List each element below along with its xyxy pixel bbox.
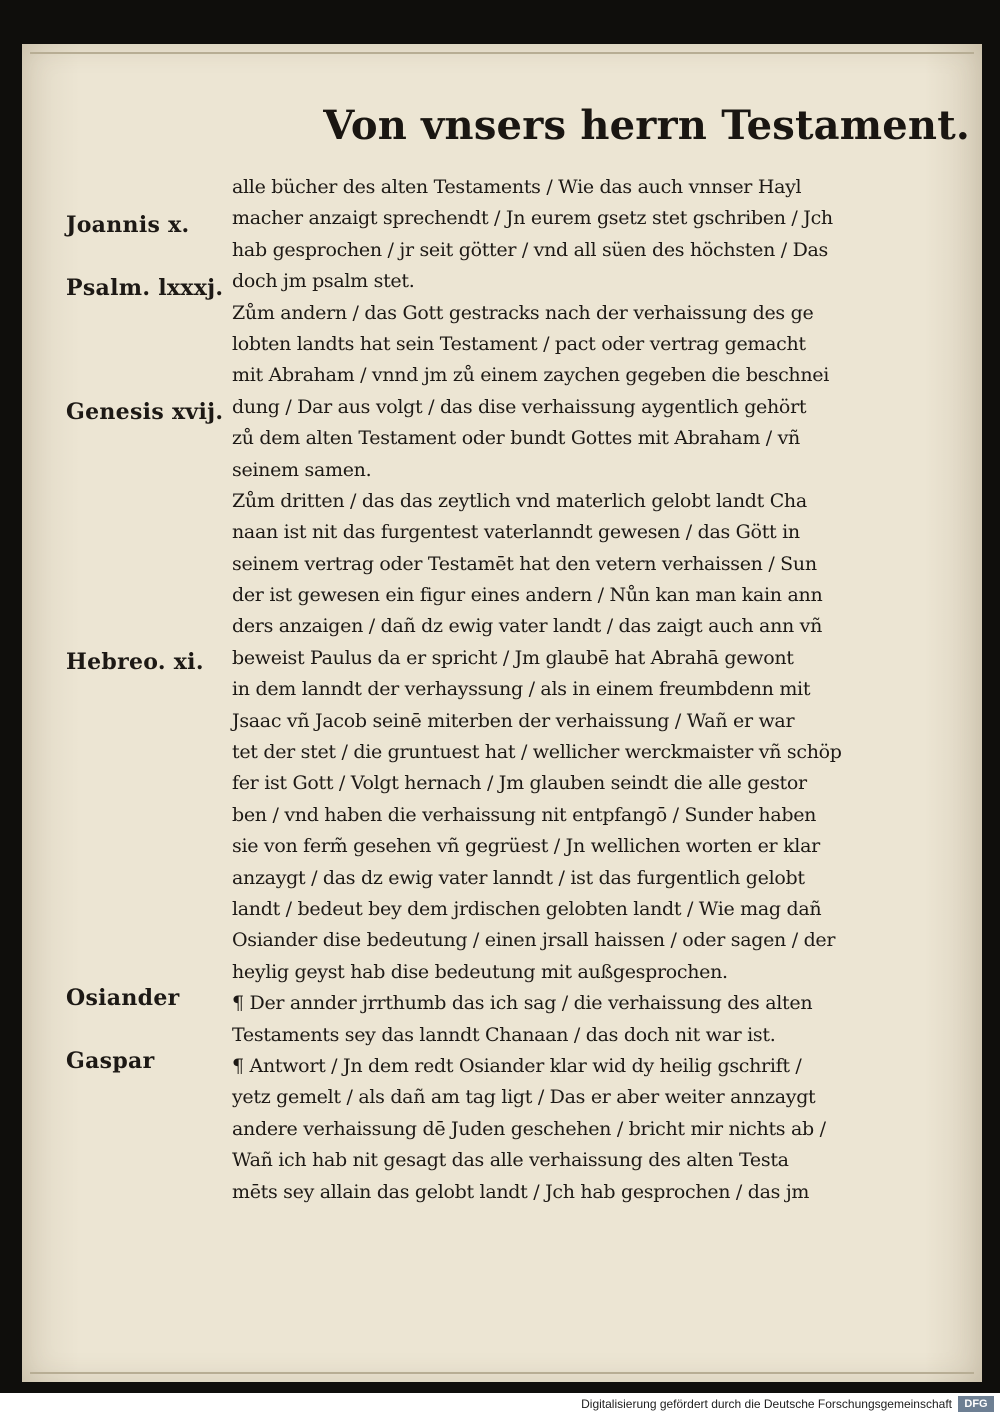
text-line: fer ist Gott / Volgt hernach / Jm glauben seindt die alle gestor [232,772,807,795]
page-heading: Von vnsers herrn Testament. [323,102,970,149]
text-line: Jsaac vñ Jacob seinē miterben der verhaissung / Wañ er war [232,709,795,732]
text-line: ders anzaigen / dañ dz ewig vater landt / das zaigt auch ann vñ [232,615,823,638]
text-line: anzaygt / das dz ewig vater lanndt / ist das furgentlich gelobt [232,866,805,889]
text-line: ben / vnd haben die verhaissung nit entpfangō / Sunder haben [232,803,817,826]
book-page [22,44,982,1382]
text-line: beweist Paulus da er spricht / Jm glaubē hat Abrahā gewont [232,646,794,669]
margin-note-osiander: Osiander [66,985,180,1011]
text-line: andere verhaissung dē Juden geschehen / bricht mir nichts ab / [232,1117,826,1140]
page-top-edge [30,52,974,54]
text-line: Zům dritten / das das zeytlich vnd materlich gelobt landt Cha [232,489,807,512]
text-line: zů dem alten Testament oder bundt Gottes mit Abraham / vñ [232,427,800,450]
margin-note-joannis: Joannis x. [66,212,190,238]
margin-note-psalm: Psalm. lxxxj. [66,275,224,301]
text-line: Wañ ich hab nit gesagt das alle verhaissung des alten Testa [232,1149,789,1172]
text-line: yetz gemelt / als dañ am tag ligt / Das er aber weiter annzaygt [232,1086,816,1109]
text-line: macher anzaigt sprechendt / Jn eurem gsetz stet gschriben / Jch [232,207,833,230]
body-text [232,172,984,1208]
text-line: Osiander dise bedeutung / einen jrsall haissen / oder sagen / der [232,929,836,952]
text-line: der ist gewesen ein figur eines andern / Nůn kan man kain ann [232,584,823,607]
text-line: lobten landts hat sein Testament / pact oder vertrag gemacht [232,332,806,355]
text-line: hab gesprochen / jr seit götter / vnd all süen des höchsten / Das [232,238,828,261]
text-line: naan ist nit das furgentest vaterlanndt gewesen / das Gött in [232,521,800,544]
margin-note-gaspar: Gaspar [66,1048,155,1074]
text-line: heylig geyst hab dise bedeutung mit außgesprochen. [232,960,728,983]
margin-note-hebreo: Hebreo. xi. [66,649,204,675]
dfg-logo: DFG [958,1396,994,1412]
text-line: ¶ Antwort / Jn dem redt Osiander klar wid dy heilig gschrift / [232,1054,802,1077]
text-line: dung / Dar aus volgt / das dise verhaissung aygentlich gehört [232,395,807,418]
text-line: doch jm psalm stet. [232,270,415,293]
footer-bar [0,1393,1000,1417]
page-bottom-edge [30,1372,974,1374]
text-line: seinem vertrag oder Testamēt hat den vetern verhaissen / Sun [232,552,817,575]
text-line: ¶ Der annder jrrthumb das ich sag / die verhaissung des alten [232,992,813,1015]
text-line: Zům andern / das Gott gestracks nach der verhaissung des ge [232,301,814,324]
text-line: in dem lanndt der verhayssung / als in einem freumbdenn mit [232,678,811,701]
margin-note-genesis: Genesis xvij. [66,399,224,425]
text-line: mēts sey allain das gelobt landt / Jch hab gesprochen / das jm [232,1180,810,1203]
text-line: tet der stet / die gruntuest hat / wellicher werckmaister vñ schöp [232,741,842,764]
text-line: landt / bedeut bey dem jrdischen gelobten landt / Wie mag dañ [232,897,822,920]
text-line: sie von ferm̃ gesehen vñ gegrüest / Jn wellichen worten er klar [232,835,820,858]
text-line: seinem samen. [232,458,372,481]
text-line: Testaments sey das lanndt Chanaan / das doch nit war ist. [232,1023,776,1046]
text-line: mit Abraham / vnnd jm zů einem zaychen gegeben die beschnei [232,364,830,387]
text-line: alle bücher des alten Testaments / Wie das auch vnnser Hayl [232,176,802,198]
funding-credit: Digitalisierung gefördert durch die Deutsche Forschungsgemeinschaft [581,1397,952,1411]
